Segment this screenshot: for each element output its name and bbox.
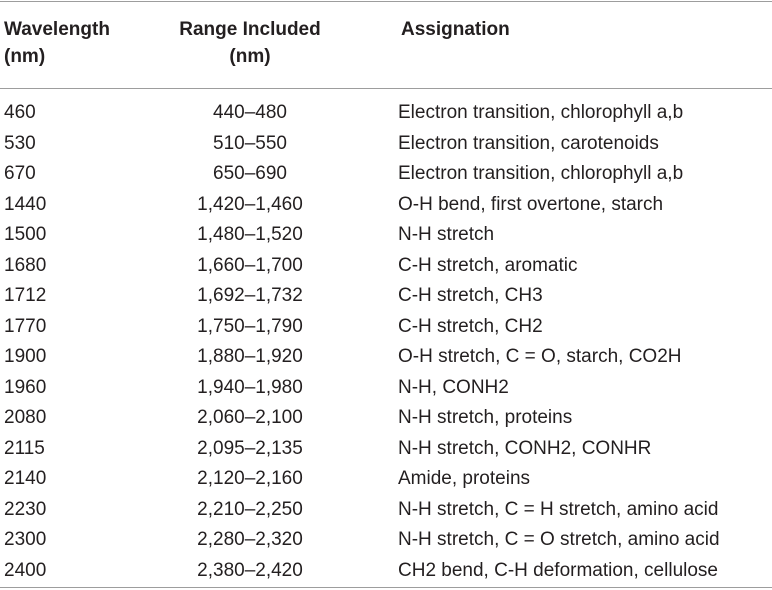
table-body xyxy=(0,98,772,586)
table-row xyxy=(0,342,772,373)
cell-assignation: N-H stretch, C = O stretch, amino acid xyxy=(398,529,720,550)
table-bottom-rule xyxy=(0,587,772,588)
cell-assignation: Electron transition, chlorophyll a,b xyxy=(398,163,684,184)
cell-wavelength: 1770 xyxy=(4,315,47,337)
cell-wavelength: 460 xyxy=(4,102,36,123)
cell-wavelength: 2080 xyxy=(4,407,47,428)
header-wavelength-line-1: Wavelength xyxy=(4,19,110,40)
cell-assignation: O-H bend, first overtone, starch xyxy=(398,193,664,215)
table-row xyxy=(0,556,772,587)
cell-assignation: Electron transition, chlorophyll a,b xyxy=(398,102,684,123)
table-top-rule xyxy=(0,1,772,2)
cell-wavelength: 1440 xyxy=(4,193,47,215)
cell-range-included: 2,095–2,135 xyxy=(197,437,303,459)
header-wavelength xyxy=(4,16,110,70)
cell-wavelength: 2300 xyxy=(4,529,47,550)
cell-wavelength: 1960 xyxy=(4,376,47,398)
cell-range-included: 1,940–1,980 xyxy=(197,376,303,398)
cell-range-included: 1,420–1,460 xyxy=(197,193,303,215)
cell-range-included: 2,060–2,100 xyxy=(197,407,303,428)
header-assignation-line-1: Assignation xyxy=(401,19,510,40)
cell-wavelength: 1712 xyxy=(4,285,47,306)
cell-wavelength: 1900 xyxy=(4,346,47,367)
cell-range-included: 1,692–1,732 xyxy=(197,285,303,306)
cell-wavelength: 1680 xyxy=(4,254,47,276)
cell-assignation: C-H stretch, CH2 xyxy=(398,315,543,337)
cell-range-included: 440–480 xyxy=(213,102,287,123)
cell-assignation: N-H stretch, CONH2, CONHR xyxy=(398,437,652,459)
table-row xyxy=(0,281,772,312)
cell-assignation: C-H stretch, aromatic xyxy=(398,254,578,276)
table-row xyxy=(0,403,772,434)
table-row xyxy=(0,434,772,465)
header-wavelength-line-2: (nm) xyxy=(4,46,46,67)
table-row xyxy=(0,495,772,526)
cell-range-included: 1,480–1,520 xyxy=(197,224,303,245)
cell-assignation: N-H stretch, proteins xyxy=(398,407,573,428)
cell-wavelength: 2230 xyxy=(4,498,47,520)
cell-wavelength: 2115 xyxy=(4,437,45,459)
cell-assignation: N-H, CONH2 xyxy=(398,376,509,398)
header-range-included xyxy=(155,16,345,70)
cell-range-included: 2,210–2,250 xyxy=(197,498,303,520)
table-row xyxy=(0,373,772,404)
cell-range-included: 2,280–2,320 xyxy=(197,529,303,550)
table-row xyxy=(0,464,772,495)
cell-range-included: 2,120–2,160 xyxy=(197,468,303,489)
cell-wavelength: 530 xyxy=(4,132,36,154)
cell-assignation: CH2 bend, C-H deformation, cellulose xyxy=(398,559,718,581)
header-range-line-2: (nm) xyxy=(229,46,271,67)
cell-assignation: C-H stretch, CH3 xyxy=(398,285,543,306)
table-row xyxy=(0,159,772,190)
table-row xyxy=(0,129,772,160)
cell-range-included: 1,880–1,920 xyxy=(197,346,303,367)
cell-wavelength: 2400 xyxy=(4,559,47,581)
cell-range-included: 650–690 xyxy=(213,163,287,184)
cell-wavelength: 2140 xyxy=(4,468,47,489)
cell-assignation: Amide, proteins xyxy=(398,468,531,489)
header-range-line-1: Range Included xyxy=(179,19,321,40)
table-row xyxy=(0,312,772,343)
table-row xyxy=(0,251,772,282)
table-row xyxy=(0,525,772,556)
cell-assignation: O-H stretch, C = O, starch, CO2H xyxy=(398,346,682,367)
header-divider-rule xyxy=(0,88,772,89)
cell-wavelength: 1500 xyxy=(4,224,47,245)
table-row xyxy=(0,220,772,251)
cell-assignation: Electron transition, carotenoids xyxy=(398,132,659,154)
header-assignation xyxy=(401,16,510,43)
cell-wavelength: 670 xyxy=(4,163,36,184)
cell-range-included: 1,660–1,700 xyxy=(197,254,303,276)
table-row xyxy=(0,98,772,129)
cell-range-included: 2,380–2,420 xyxy=(197,559,303,581)
cell-assignation: N-H stretch, C = H stretch, amino acid xyxy=(398,498,719,520)
cell-range-included: 1,750–1,790 xyxy=(197,315,303,337)
cell-range-included: 510–550 xyxy=(213,132,287,154)
table-row xyxy=(0,190,772,221)
cell-assignation: N-H stretch xyxy=(398,224,495,245)
